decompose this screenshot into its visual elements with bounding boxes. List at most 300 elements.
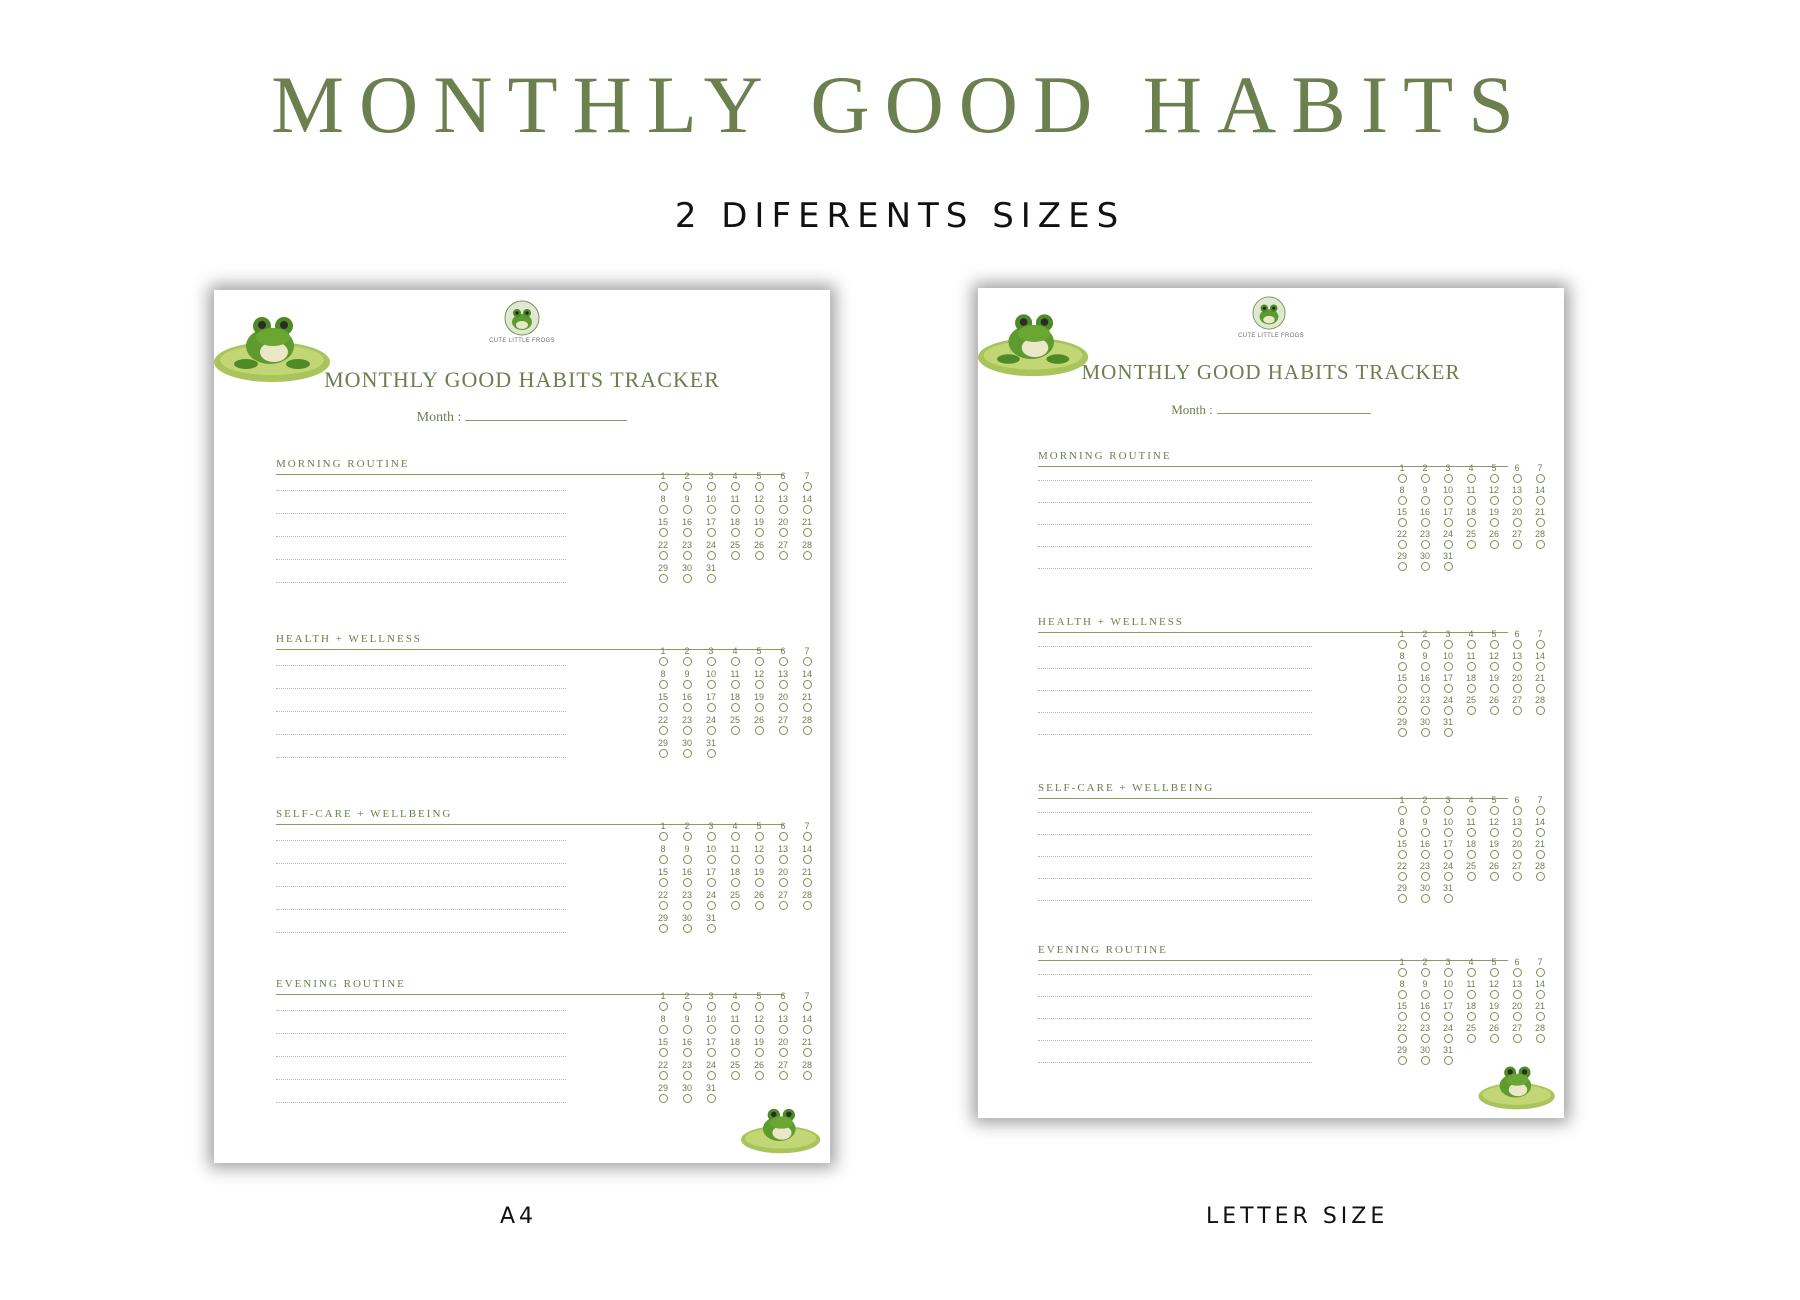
day-checkbox[interactable] bbox=[1436, 840, 1460, 859]
day-check-circle-icon[interactable] bbox=[1536, 496, 1545, 505]
day-check-circle-icon[interactable] bbox=[707, 832, 716, 841]
day-check-circle-icon[interactable] bbox=[779, 657, 788, 666]
day-check-circle-icon[interactable] bbox=[707, 924, 716, 933]
day-checkbox[interactable] bbox=[723, 868, 747, 887]
day-checkbox[interactable] bbox=[771, 891, 795, 910]
day-check-circle-icon[interactable] bbox=[1467, 990, 1476, 999]
day-check-circle-icon[interactable] bbox=[659, 1002, 668, 1011]
day-checkbox[interactable] bbox=[1413, 884, 1437, 903]
day-check-circle-icon[interactable] bbox=[779, 1048, 788, 1057]
day-check-circle-icon[interactable] bbox=[1467, 850, 1476, 859]
day-checkbox[interactable] bbox=[651, 647, 675, 666]
day-checkbox[interactable] bbox=[1436, 818, 1460, 837]
day-check-circle-icon[interactable] bbox=[1513, 850, 1522, 859]
day-checkbox[interactable] bbox=[675, 822, 699, 841]
day-checkbox[interactable] bbox=[1390, 508, 1414, 527]
day-check-circle-icon[interactable] bbox=[659, 703, 668, 712]
day-checkbox[interactable] bbox=[699, 845, 723, 864]
day-checkbox[interactable] bbox=[1390, 840, 1414, 859]
day-checkbox[interactable] bbox=[1528, 818, 1552, 837]
day-check-circle-icon[interactable] bbox=[779, 703, 788, 712]
day-checkbox[interactable] bbox=[747, 716, 771, 735]
day-checkbox[interactable] bbox=[699, 518, 723, 537]
day-check-circle-icon[interactable] bbox=[683, 505, 692, 514]
day-checkbox[interactable] bbox=[1528, 840, 1552, 859]
day-checkbox[interactable] bbox=[723, 822, 747, 841]
day-check-circle-icon[interactable] bbox=[1536, 990, 1545, 999]
day-check-circle-icon[interactable] bbox=[1467, 968, 1476, 977]
day-check-circle-icon[interactable] bbox=[1513, 1034, 1522, 1043]
day-checkbox[interactable] bbox=[1413, 552, 1437, 571]
day-check-circle-icon[interactable] bbox=[755, 680, 764, 689]
day-checkbox[interactable] bbox=[1459, 1002, 1483, 1021]
day-checkbox[interactable] bbox=[723, 472, 747, 491]
day-checkbox[interactable] bbox=[1436, 552, 1460, 571]
day-checkbox[interactable] bbox=[699, 495, 723, 514]
day-checkbox[interactable] bbox=[1436, 884, 1460, 903]
day-check-circle-icon[interactable] bbox=[1536, 540, 1545, 549]
day-check-circle-icon[interactable] bbox=[1513, 990, 1522, 999]
day-check-circle-icon[interactable] bbox=[1536, 662, 1545, 671]
day-checkbox[interactable] bbox=[1505, 1002, 1529, 1021]
day-check-circle-icon[interactable] bbox=[659, 482, 668, 491]
day-check-circle-icon[interactable] bbox=[1398, 850, 1407, 859]
day-check-circle-icon[interactable] bbox=[683, 901, 692, 910]
day-checkbox[interactable] bbox=[1459, 508, 1483, 527]
day-check-circle-icon[interactable] bbox=[707, 855, 716, 864]
day-check-circle-icon[interactable] bbox=[803, 482, 812, 491]
day-checkbox[interactable] bbox=[1505, 818, 1529, 837]
day-check-circle-icon[interactable] bbox=[779, 482, 788, 491]
day-check-circle-icon[interactable] bbox=[1513, 684, 1522, 693]
day-check-circle-icon[interactable] bbox=[1536, 640, 1545, 649]
day-check-circle-icon[interactable] bbox=[1490, 540, 1499, 549]
day-check-circle-icon[interactable] bbox=[1421, 496, 1430, 505]
day-check-circle-icon[interactable] bbox=[755, 726, 764, 735]
day-check-circle-icon[interactable] bbox=[1444, 872, 1453, 881]
day-check-circle-icon[interactable] bbox=[683, 1025, 692, 1034]
day-check-circle-icon[interactable] bbox=[1467, 1012, 1476, 1021]
day-check-circle-icon[interactable] bbox=[707, 901, 716, 910]
day-checkbox[interactable] bbox=[1482, 796, 1506, 815]
day-checkbox[interactable] bbox=[1436, 1024, 1460, 1043]
day-check-circle-icon[interactable] bbox=[1467, 662, 1476, 671]
day-checkbox[interactable] bbox=[651, 1084, 675, 1103]
day-checkbox[interactable] bbox=[675, 518, 699, 537]
day-check-circle-icon[interactable] bbox=[707, 749, 716, 758]
day-check-circle-icon[interactable] bbox=[1467, 684, 1476, 693]
day-checkbox[interactable] bbox=[1436, 508, 1460, 527]
day-check-circle-icon[interactable] bbox=[803, 1048, 812, 1057]
day-checkbox[interactable] bbox=[1505, 508, 1529, 527]
day-check-circle-icon[interactable] bbox=[1467, 518, 1476, 527]
day-checkbox[interactable] bbox=[1528, 508, 1552, 527]
day-checkbox[interactable] bbox=[771, 1015, 795, 1034]
day-check-circle-icon[interactable] bbox=[707, 726, 716, 735]
day-check-circle-icon[interactable] bbox=[1444, 850, 1453, 859]
day-check-circle-icon[interactable] bbox=[779, 855, 788, 864]
day-check-circle-icon[interactable] bbox=[1444, 806, 1453, 815]
day-checkbox[interactable] bbox=[747, 495, 771, 514]
day-checkbox[interactable] bbox=[651, 992, 675, 1011]
day-check-circle-icon[interactable] bbox=[1444, 968, 1453, 977]
day-checkbox[interactable] bbox=[723, 1015, 747, 1034]
day-check-circle-icon[interactable] bbox=[1490, 968, 1499, 977]
day-check-circle-icon[interactable] bbox=[683, 832, 692, 841]
day-checkbox[interactable] bbox=[1436, 980, 1460, 999]
day-checkbox[interactable] bbox=[651, 1038, 675, 1057]
day-checkbox[interactable] bbox=[1528, 1002, 1552, 1021]
day-check-circle-icon[interactable] bbox=[731, 657, 740, 666]
day-checkbox[interactable] bbox=[651, 472, 675, 491]
day-checkbox[interactable] bbox=[651, 495, 675, 514]
day-checkbox[interactable] bbox=[1390, 980, 1414, 999]
day-checkbox[interactable] bbox=[1482, 818, 1506, 837]
day-check-circle-icon[interactable] bbox=[1421, 706, 1430, 715]
day-checkbox[interactable] bbox=[675, 1038, 699, 1057]
day-checkbox[interactable] bbox=[675, 670, 699, 689]
day-check-circle-icon[interactable] bbox=[707, 703, 716, 712]
day-check-circle-icon[interactable] bbox=[1421, 728, 1430, 737]
day-checkbox[interactable] bbox=[1390, 818, 1414, 837]
day-checkbox[interactable] bbox=[1482, 652, 1506, 671]
day-check-circle-icon[interactable] bbox=[1490, 640, 1499, 649]
day-check-circle-icon[interactable] bbox=[1513, 518, 1522, 527]
day-checkbox[interactable] bbox=[1459, 652, 1483, 671]
day-checkbox[interactable] bbox=[771, 472, 795, 491]
day-check-circle-icon[interactable] bbox=[659, 924, 668, 933]
day-checkbox[interactable] bbox=[1482, 1002, 1506, 1021]
day-checkbox[interactable] bbox=[675, 647, 699, 666]
day-checkbox[interactable] bbox=[771, 992, 795, 1011]
day-checkbox[interactable] bbox=[1436, 796, 1460, 815]
day-check-circle-icon[interactable] bbox=[1513, 662, 1522, 671]
day-check-circle-icon[interactable] bbox=[779, 1025, 788, 1034]
day-checkbox[interactable] bbox=[699, 914, 723, 933]
day-check-circle-icon[interactable] bbox=[1513, 540, 1522, 549]
day-check-circle-icon[interactable] bbox=[1398, 1034, 1407, 1043]
day-check-circle-icon[interactable] bbox=[755, 1002, 764, 1011]
day-check-circle-icon[interactable] bbox=[803, 1025, 812, 1034]
day-checkbox[interactable] bbox=[747, 992, 771, 1011]
day-checkbox[interactable] bbox=[651, 1015, 675, 1034]
day-checkbox[interactable] bbox=[747, 693, 771, 712]
day-check-circle-icon[interactable] bbox=[1490, 806, 1499, 815]
day-checkbox[interactable] bbox=[1528, 1024, 1552, 1043]
day-checkbox[interactable] bbox=[699, 891, 723, 910]
day-check-circle-icon[interactable] bbox=[1467, 828, 1476, 837]
day-checkbox[interactable] bbox=[1528, 530, 1552, 549]
day-check-circle-icon[interactable] bbox=[1444, 684, 1453, 693]
day-checkbox[interactable] bbox=[723, 716, 747, 735]
day-checkbox[interactable] bbox=[675, 541, 699, 560]
day-check-circle-icon[interactable] bbox=[1444, 640, 1453, 649]
day-checkbox[interactable] bbox=[699, 647, 723, 666]
day-check-circle-icon[interactable] bbox=[707, 1002, 716, 1011]
day-checkbox[interactable] bbox=[795, 716, 819, 735]
day-check-circle-icon[interactable] bbox=[1398, 968, 1407, 977]
day-checkbox[interactable] bbox=[1459, 980, 1483, 999]
day-checkbox[interactable] bbox=[675, 1061, 699, 1080]
day-check-circle-icon[interactable] bbox=[755, 832, 764, 841]
day-check-circle-icon[interactable] bbox=[707, 878, 716, 887]
day-checkbox[interactable] bbox=[699, 472, 723, 491]
day-checkbox[interactable] bbox=[1436, 652, 1460, 671]
day-check-circle-icon[interactable] bbox=[683, 1071, 692, 1080]
day-check-circle-icon[interactable] bbox=[803, 528, 812, 537]
day-check-circle-icon[interactable] bbox=[755, 482, 764, 491]
day-checkbox[interactable] bbox=[651, 914, 675, 933]
day-checkbox[interactable] bbox=[699, 541, 723, 560]
day-check-circle-icon[interactable] bbox=[1421, 662, 1430, 671]
day-checkbox[interactable] bbox=[1436, 718, 1460, 737]
day-check-circle-icon[interactable] bbox=[707, 1025, 716, 1034]
day-check-circle-icon[interactable] bbox=[1421, 828, 1430, 837]
day-checkbox[interactable] bbox=[723, 891, 747, 910]
day-checkbox[interactable] bbox=[795, 868, 819, 887]
day-check-circle-icon[interactable] bbox=[1513, 474, 1522, 483]
day-checkbox[interactable] bbox=[1528, 674, 1552, 693]
day-check-circle-icon[interactable] bbox=[731, 878, 740, 887]
day-check-circle-icon[interactable] bbox=[1536, 474, 1545, 483]
day-checkbox[interactable] bbox=[747, 1038, 771, 1057]
day-checkbox[interactable] bbox=[675, 1015, 699, 1034]
day-checkbox[interactable] bbox=[699, 992, 723, 1011]
day-check-circle-icon[interactable] bbox=[1467, 806, 1476, 815]
day-check-circle-icon[interactable] bbox=[731, 482, 740, 491]
day-checkbox[interactable] bbox=[771, 845, 795, 864]
day-check-circle-icon[interactable] bbox=[731, 1048, 740, 1057]
day-check-circle-icon[interactable] bbox=[731, 505, 740, 514]
day-checkbox[interactable] bbox=[1390, 674, 1414, 693]
day-checkbox[interactable] bbox=[699, 693, 723, 712]
day-check-circle-icon[interactable] bbox=[1490, 828, 1499, 837]
day-check-circle-icon[interactable] bbox=[803, 657, 812, 666]
day-check-circle-icon[interactable] bbox=[731, 901, 740, 910]
day-checkbox[interactable] bbox=[651, 693, 675, 712]
day-check-circle-icon[interactable] bbox=[1398, 894, 1407, 903]
day-check-circle-icon[interactable] bbox=[731, 551, 740, 560]
day-checkbox[interactable] bbox=[699, 1015, 723, 1034]
day-checkbox[interactable] bbox=[651, 845, 675, 864]
day-checkbox[interactable] bbox=[795, 693, 819, 712]
day-checkbox[interactable] bbox=[699, 716, 723, 735]
day-checkbox[interactable] bbox=[1436, 1002, 1460, 1021]
day-check-circle-icon[interactable] bbox=[707, 1071, 716, 1080]
day-checkbox[interactable] bbox=[723, 992, 747, 1011]
day-checkbox[interactable] bbox=[1482, 630, 1506, 649]
day-checkbox[interactable] bbox=[675, 564, 699, 583]
day-check-circle-icon[interactable] bbox=[683, 1094, 692, 1103]
day-checkbox[interactable] bbox=[1413, 718, 1437, 737]
day-check-circle-icon[interactable] bbox=[1421, 540, 1430, 549]
day-checkbox[interactable] bbox=[795, 647, 819, 666]
day-check-circle-icon[interactable] bbox=[659, 574, 668, 583]
day-checkbox[interactable] bbox=[1459, 840, 1483, 859]
day-check-circle-icon[interactable] bbox=[803, 680, 812, 689]
day-check-circle-icon[interactable] bbox=[755, 703, 764, 712]
day-check-circle-icon[interactable] bbox=[683, 726, 692, 735]
day-check-circle-icon[interactable] bbox=[1398, 872, 1407, 881]
day-check-circle-icon[interactable] bbox=[1421, 806, 1430, 815]
day-check-circle-icon[interactable] bbox=[1421, 968, 1430, 977]
day-checkbox[interactable] bbox=[747, 891, 771, 910]
day-checkbox[interactable] bbox=[1413, 1002, 1437, 1021]
day-checkbox[interactable] bbox=[771, 1038, 795, 1057]
day-checkbox[interactable] bbox=[651, 739, 675, 758]
day-check-circle-icon[interactable] bbox=[779, 1002, 788, 1011]
day-check-circle-icon[interactable] bbox=[1536, 1034, 1545, 1043]
day-check-circle-icon[interactable] bbox=[1536, 872, 1545, 881]
day-checkbox[interactable] bbox=[1413, 1046, 1437, 1065]
day-checkbox[interactable] bbox=[795, 472, 819, 491]
day-check-circle-icon[interactable] bbox=[1467, 474, 1476, 483]
day-check-circle-icon[interactable] bbox=[803, 551, 812, 560]
day-check-circle-icon[interactable] bbox=[731, 832, 740, 841]
day-checkbox[interactable] bbox=[747, 670, 771, 689]
day-check-circle-icon[interactable] bbox=[1513, 1012, 1522, 1021]
day-check-circle-icon[interactable] bbox=[707, 1094, 716, 1103]
day-checkbox[interactable] bbox=[1459, 796, 1483, 815]
day-check-circle-icon[interactable] bbox=[683, 924, 692, 933]
day-check-circle-icon[interactable] bbox=[707, 528, 716, 537]
day-checkbox[interactable] bbox=[1459, 630, 1483, 649]
day-checkbox[interactable] bbox=[747, 541, 771, 560]
day-checkbox[interactable] bbox=[723, 845, 747, 864]
day-check-circle-icon[interactable] bbox=[659, 749, 668, 758]
day-check-circle-icon[interactable] bbox=[731, 680, 740, 689]
day-checkbox[interactable] bbox=[795, 992, 819, 1011]
day-checkbox[interactable] bbox=[1505, 530, 1529, 549]
day-checkbox[interactable] bbox=[1505, 486, 1529, 505]
day-check-circle-icon[interactable] bbox=[1536, 706, 1545, 715]
day-checkbox[interactable] bbox=[795, 541, 819, 560]
day-check-circle-icon[interactable] bbox=[1444, 518, 1453, 527]
day-checkbox[interactable] bbox=[723, 1038, 747, 1057]
day-checkbox[interactable] bbox=[747, 472, 771, 491]
day-checkbox[interactable] bbox=[795, 845, 819, 864]
day-checkbox[interactable] bbox=[1459, 818, 1483, 837]
day-checkbox[interactable] bbox=[675, 868, 699, 887]
day-check-circle-icon[interactable] bbox=[779, 528, 788, 537]
day-check-circle-icon[interactable] bbox=[803, 901, 812, 910]
day-checkbox[interactable] bbox=[771, 1061, 795, 1080]
day-checkbox[interactable] bbox=[795, 891, 819, 910]
day-checkbox[interactable] bbox=[1390, 1046, 1414, 1065]
day-check-circle-icon[interactable] bbox=[659, 657, 668, 666]
day-checkbox[interactable] bbox=[795, 518, 819, 537]
day-check-circle-icon[interactable] bbox=[1444, 496, 1453, 505]
day-checkbox[interactable] bbox=[723, 495, 747, 514]
day-check-circle-icon[interactable] bbox=[659, 505, 668, 514]
day-checkbox[interactable] bbox=[675, 992, 699, 1011]
day-check-circle-icon[interactable] bbox=[731, 528, 740, 537]
day-checkbox[interactable] bbox=[771, 670, 795, 689]
day-check-circle-icon[interactable] bbox=[755, 1071, 764, 1080]
day-checkbox[interactable] bbox=[1459, 696, 1483, 715]
day-checkbox[interactable] bbox=[747, 647, 771, 666]
day-check-circle-icon[interactable] bbox=[659, 832, 668, 841]
day-check-circle-icon[interactable] bbox=[659, 528, 668, 537]
day-checkbox[interactable] bbox=[1390, 796, 1414, 815]
day-check-circle-icon[interactable] bbox=[1444, 706, 1453, 715]
day-check-circle-icon[interactable] bbox=[1444, 1056, 1453, 1065]
day-checkbox[interactable] bbox=[747, 518, 771, 537]
day-checkbox[interactable] bbox=[699, 822, 723, 841]
day-check-circle-icon[interactable] bbox=[803, 1002, 812, 1011]
day-check-circle-icon[interactable] bbox=[1536, 684, 1545, 693]
day-check-circle-icon[interactable] bbox=[1398, 828, 1407, 837]
day-check-circle-icon[interactable] bbox=[707, 657, 716, 666]
day-checkbox[interactable] bbox=[1390, 464, 1414, 483]
day-checkbox[interactable] bbox=[1413, 818, 1437, 837]
day-check-circle-icon[interactable] bbox=[731, 1025, 740, 1034]
day-checkbox[interactable] bbox=[1482, 862, 1506, 881]
day-checkbox[interactable] bbox=[1413, 464, 1437, 483]
day-checkbox[interactable] bbox=[1413, 840, 1437, 859]
day-checkbox[interactable] bbox=[771, 495, 795, 514]
day-checkbox[interactable] bbox=[1528, 958, 1552, 977]
day-checkbox[interactable] bbox=[1436, 486, 1460, 505]
day-checkbox[interactable] bbox=[1436, 674, 1460, 693]
day-checkbox[interactable] bbox=[771, 518, 795, 537]
day-check-circle-icon[interactable] bbox=[659, 1025, 668, 1034]
day-check-circle-icon[interactable] bbox=[1398, 562, 1407, 571]
day-check-circle-icon[interactable] bbox=[1398, 518, 1407, 527]
day-checkbox[interactable] bbox=[699, 868, 723, 887]
day-checkbox[interactable] bbox=[699, 1084, 723, 1103]
day-check-circle-icon[interactable] bbox=[1490, 850, 1499, 859]
day-check-circle-icon[interactable] bbox=[1444, 562, 1453, 571]
day-checkbox[interactable] bbox=[1436, 530, 1460, 549]
day-check-circle-icon[interactable] bbox=[779, 551, 788, 560]
day-check-circle-icon[interactable] bbox=[731, 855, 740, 864]
day-check-circle-icon[interactable] bbox=[779, 680, 788, 689]
day-check-circle-icon[interactable] bbox=[1421, 518, 1430, 527]
day-checkbox[interactable] bbox=[1482, 486, 1506, 505]
day-checkbox[interactable] bbox=[1436, 630, 1460, 649]
day-check-circle-icon[interactable] bbox=[683, 1048, 692, 1057]
day-checkbox[interactable] bbox=[1436, 464, 1460, 483]
day-check-circle-icon[interactable] bbox=[1513, 496, 1522, 505]
day-checkbox[interactable] bbox=[1459, 464, 1483, 483]
day-check-circle-icon[interactable] bbox=[755, 551, 764, 560]
day-check-circle-icon[interactable] bbox=[1513, 828, 1522, 837]
day-check-circle-icon[interactable] bbox=[707, 574, 716, 583]
day-checkbox[interactable] bbox=[1436, 696, 1460, 715]
day-check-circle-icon[interactable] bbox=[1421, 1034, 1430, 1043]
day-check-circle-icon[interactable] bbox=[755, 505, 764, 514]
day-check-circle-icon[interactable] bbox=[1398, 728, 1407, 737]
day-check-circle-icon[interactable] bbox=[1490, 662, 1499, 671]
day-check-circle-icon[interactable] bbox=[779, 878, 788, 887]
day-checkbox[interactable] bbox=[1528, 696, 1552, 715]
day-checkbox[interactable] bbox=[1528, 630, 1552, 649]
day-check-circle-icon[interactable] bbox=[659, 1048, 668, 1057]
day-checkbox[interactable] bbox=[1528, 980, 1552, 999]
day-check-circle-icon[interactable] bbox=[1490, 496, 1499, 505]
day-checkbox[interactable] bbox=[1459, 530, 1483, 549]
day-checkbox[interactable] bbox=[1436, 1046, 1460, 1065]
day-check-circle-icon[interactable] bbox=[755, 1048, 764, 1057]
day-check-circle-icon[interactable] bbox=[1398, 474, 1407, 483]
day-check-circle-icon[interactable] bbox=[779, 726, 788, 735]
day-check-circle-icon[interactable] bbox=[1513, 968, 1522, 977]
day-checkbox[interactable] bbox=[651, 518, 675, 537]
day-checkbox[interactable] bbox=[1505, 862, 1529, 881]
day-checkbox[interactable] bbox=[675, 1084, 699, 1103]
day-checkbox[interactable] bbox=[747, 1015, 771, 1034]
